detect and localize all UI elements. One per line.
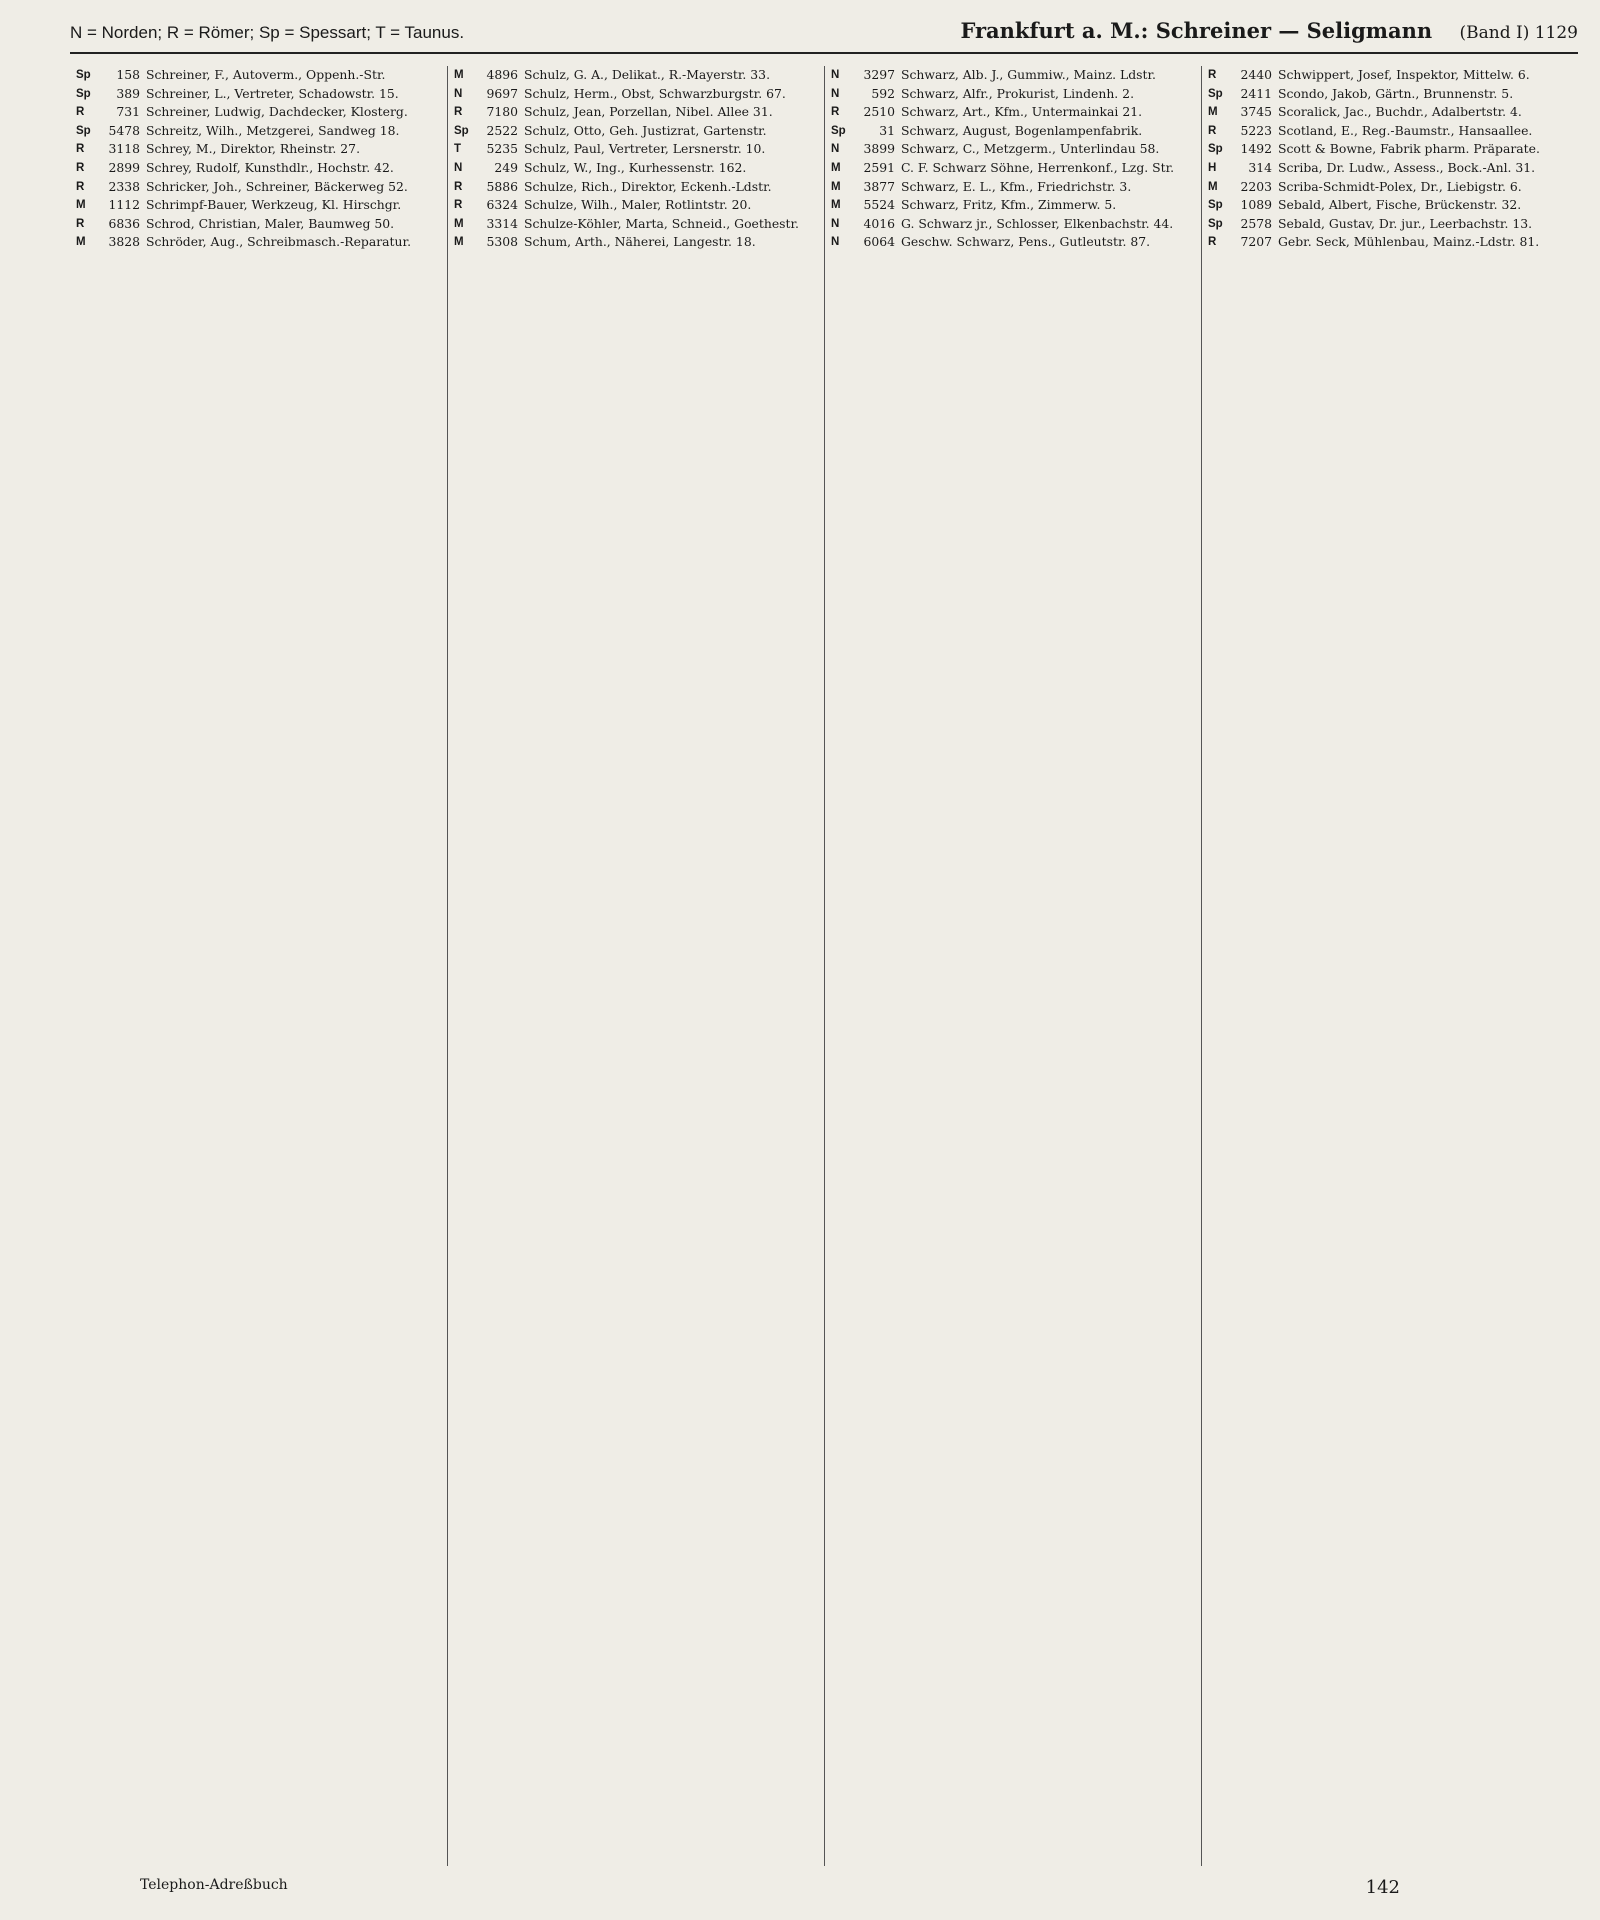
- directory-entry: [831, 85, 1197, 104]
- entry-text: Schulze, Rich., Direktor, Eckenh.-Ldstr.: [524, 178, 772, 194]
- phone-number: 2338: [108, 178, 140, 194]
- column-2: [447, 66, 824, 1866]
- exchange-code: M: [454, 217, 464, 230]
- directory-entry: [454, 178, 820, 197]
- directory-entry: [454, 215, 820, 234]
- entry-text: Schulz, G. A., Delikat., R.-Mayerstr. 33.: [524, 67, 771, 82]
- directory-entry: [1208, 159, 1574, 178]
- directory-entry: [76, 103, 443, 122]
- phone-number: 158: [116, 67, 140, 82]
- phone-number: 2411: [1240, 85, 1272, 101]
- entry-text: Schreiner, Ludwig, Dachdecker, Klosterg.: [146, 104, 408, 120]
- exchange-code: R: [831, 106, 840, 119]
- entry-text: Sebald, Albert, Fische, Brückenstr. 32.: [1278, 197, 1522, 213]
- phone-number: 3118: [108, 141, 140, 157]
- exchange-code: R: [1208, 69, 1217, 81]
- directory-entry: [76, 233, 443, 252]
- directory-entry: [831, 215, 1197, 234]
- exchange-code: M: [1208, 106, 1218, 119]
- phone-number: 5223: [1240, 122, 1272, 138]
- directory-entry: [76, 196, 443, 215]
- directory-entry: [1208, 233, 1574, 252]
- directory-entry: [831, 122, 1197, 141]
- exchange-code: N: [831, 143, 840, 156]
- phone-number: 2578: [1240, 215, 1272, 231]
- entry-text: Schrimpf-Bauer, Werkzeug, Kl. Hirschgr.: [146, 197, 402, 213]
- phone-number: 2899: [108, 159, 140, 175]
- exchange-code: N: [831, 217, 840, 230]
- phone-number: 1089: [1240, 197, 1272, 213]
- exchange-code: H: [1208, 161, 1217, 174]
- exchange-code: N: [454, 161, 463, 174]
- entry-text: Scott & Bowne, Fabrik pharm. Präparate.: [1278, 141, 1540, 157]
- phone-number: 249: [494, 159, 518, 175]
- page-title: [960, 18, 1578, 43]
- exchange-code: M: [1208, 180, 1218, 193]
- phone-number: 9697: [486, 85, 518, 101]
- entry-text: Scriba-Schmidt-Polex, Dr., Liebigstr. 6.: [1278, 178, 1522, 194]
- directory-entry: [1208, 103, 1574, 122]
- exchange-code: M: [76, 236, 86, 249]
- directory-entry: [1208, 66, 1574, 85]
- page-number: 142: [1365, 1877, 1400, 1898]
- entry-text: Schulz, W., Ing., Kurhessenstr. 162.: [524, 159, 747, 175]
- phone-number: 2510: [863, 104, 895, 120]
- entry-text: Schrey, Rudolf, Kunsthdlr., Hochstr. 42.: [146, 159, 394, 175]
- entry-text: Scondo, Jakob, Gärtn., Brunnenstr. 5.: [1278, 85, 1514, 101]
- directory-entry: [76, 122, 443, 141]
- exchange-code: Sp: [1208, 217, 1223, 230]
- phone-number: 1492: [1240, 141, 1272, 157]
- exchange-code: M: [454, 69, 464, 81]
- phone-number: 1112: [108, 197, 140, 213]
- exchange-code: T: [454, 143, 462, 156]
- entry-text: C. F. Schwarz Söhne, Herrenkonf., Lzg. Str.: [901, 159, 1175, 175]
- phone-number: 389: [116, 85, 140, 101]
- phone-number: 5235: [486, 141, 518, 157]
- entry-text: Schricker, Joh., Schreiner, Bäckerweg 52.: [146, 178, 408, 194]
- exchange-code: M: [454, 236, 464, 249]
- column-3: [824, 66, 1201, 1866]
- directory-entry: [454, 140, 820, 159]
- directory-entry: [1208, 140, 1574, 159]
- page-footer: [140, 1877, 1540, 1898]
- entry-text: Geschw. Schwarz, Pens., Gutleutstr. 87.: [901, 234, 1151, 250]
- exchange-code: Sp: [1208, 87, 1223, 100]
- exchange-code: Sp: [831, 124, 846, 137]
- entry-text: Schrod, Christian, Maler, Baumweg 50.: [146, 215, 395, 231]
- directory-entry: [454, 66, 820, 85]
- entry-text: Schreiner, L., Vertreter, Schadowstr. 15.: [146, 85, 399, 101]
- entry-text: Scriba, Dr. Ludw., Assess., Bock.-Anl. 31.: [1278, 159, 1536, 175]
- entry-text: Schum, Arth., Näherei, Langestr. 18.: [524, 234, 756, 250]
- entry-text: Schwippert, Josef, Inspektor, Mittelw. 6.: [1278, 67, 1530, 82]
- phone-number: 7180: [486, 104, 518, 120]
- entry-text: Gebr. Seck, Mühlenbau, Mainz.-Ldstr. 81.: [1278, 234, 1540, 250]
- exchange-code: N: [831, 236, 840, 249]
- phone-number: 2440: [1240, 67, 1272, 82]
- exchange-code: Sp: [76, 87, 91, 100]
- phone-number: 5308: [486, 234, 518, 250]
- directory-entry: [831, 103, 1197, 122]
- phone-number: 2203: [1240, 178, 1272, 194]
- entry-text: Schulz, Herm., Obst, Schwarzburgstr. 67.: [524, 85, 786, 101]
- directory-entry: [76, 85, 443, 104]
- phone-number: 314: [1248, 159, 1272, 175]
- entry-text: Schröder, Aug., Schreibmasch.-Reparatur.: [146, 234, 412, 250]
- exchange-code: R: [76, 161, 85, 174]
- directory-entry: [831, 159, 1197, 178]
- exchange-code: R: [76, 143, 85, 156]
- phone-number: 6324: [486, 197, 518, 213]
- exchange-code: M: [831, 180, 841, 193]
- exchange-code: N: [831, 69, 840, 81]
- phone-number: 5524: [863, 197, 895, 213]
- directory-entry: [831, 178, 1197, 197]
- entry-text: Schreiner, F., Autoverm., Oppenh.-Str.: [146, 67, 386, 82]
- phone-number: 3297: [863, 67, 895, 82]
- directory-entry: [76, 140, 443, 159]
- page-header: [70, 18, 1578, 54]
- title-text: Frankfurt a. M.: Schreiner — Seligmann: [960, 18, 1433, 43]
- exchange-code: Sp: [454, 124, 469, 137]
- volume-label: (Band I) 1129: [1459, 23, 1578, 43]
- directory-entry: [1208, 178, 1574, 197]
- exchange-code: Sp: [76, 124, 91, 137]
- entry-text: Scoralick, Jac., Buchdr., Adalbertstr. 4.: [1278, 104, 1522, 120]
- entry-text: Scotland, E., Reg.-Baumstr., Hansaallee.: [1278, 122, 1533, 138]
- phone-number: 592: [871, 85, 895, 101]
- directory-entry: [76, 66, 443, 85]
- exchange-code: N: [831, 87, 840, 100]
- exchange-code: M: [76, 199, 86, 212]
- column-1: [70, 66, 447, 1866]
- directory-entry: [831, 196, 1197, 215]
- directory-entry: [1208, 85, 1574, 104]
- exchange-legend: N = Norden; R = Römer; Sp = Spessart; T = Taunus.: [70, 23, 465, 42]
- footer-label: Telephon-Adreßbuch: [140, 1877, 288, 1893]
- phone-number: 2591: [863, 159, 895, 175]
- directory-entry: [1208, 215, 1574, 234]
- directory-entry: [831, 233, 1197, 252]
- directory-entry: [454, 85, 820, 104]
- entry-text: Schulze, Wilh., Maler, Rotlintstr. 20.: [524, 197, 752, 213]
- directory-entry: [831, 66, 1197, 85]
- phone-number: 5886: [486, 178, 518, 194]
- exchange-code: R: [76, 180, 85, 193]
- phone-number: 731: [116, 104, 140, 120]
- exchange-code: R: [454, 199, 463, 212]
- exchange-code: R: [454, 180, 463, 193]
- directory-entry: [76, 178, 443, 197]
- entry-text: Schreitz, Wilh., Metzgerei, Sandweg 18.: [146, 122, 400, 138]
- directory-entry: [76, 159, 443, 178]
- phone-number: 3899: [863, 141, 895, 157]
- phone-number: 3314: [486, 215, 518, 231]
- phone-number: 3745: [1240, 104, 1272, 120]
- phone-number: 5478: [108, 122, 140, 138]
- phone-number: 6064: [863, 234, 895, 250]
- exchange-code: R: [1208, 124, 1217, 137]
- phone-number: 31: [879, 122, 895, 138]
- directory-columns: [70, 66, 1578, 1866]
- exchange-code: M: [831, 199, 841, 212]
- exchange-code: R: [1208, 236, 1217, 249]
- column-4: [1201, 66, 1578, 1866]
- entry-text: Schwarz, Alfr., Prokurist, Lindenh. 2.: [901, 85, 1135, 101]
- directory-entry: [454, 103, 820, 122]
- phone-number: 3828: [108, 234, 140, 250]
- entry-text: Schwarz, Fritz, Kfm., Zimmerw. 5.: [901, 197, 1117, 213]
- entry-text: G. Schwarz jr., Schlosser, Elkenbachstr. 44.: [901, 215, 1174, 231]
- directory-entry: [454, 122, 820, 141]
- exchange-code: R: [76, 217, 85, 230]
- phone-number: 4896: [486, 67, 518, 82]
- entry-text: Schwarz, C., Metzgerm., Unterlindau 58.: [901, 141, 1160, 157]
- entry-text: Schulz, Paul, Vertreter, Lersnerstr. 10.: [524, 141, 766, 157]
- entry-text: Schrey, M., Direktor, Rheinstr. 27.: [146, 141, 361, 157]
- directory-entry: [831, 140, 1197, 159]
- phone-number: 4016: [863, 215, 895, 231]
- exchange-code: M: [831, 161, 841, 174]
- directory-entry: [1208, 196, 1574, 215]
- exchange-code: R: [76, 106, 85, 119]
- exchange-code: Sp: [76, 69, 91, 81]
- directory-entry: [76, 215, 443, 234]
- phone-number: 2522: [486, 122, 518, 138]
- exchange-code: Sp: [1208, 199, 1223, 212]
- entry-text: Schwarz, E. L., Kfm., Friedrichstr. 3.: [901, 178, 1132, 194]
- phone-number: 7207: [1240, 234, 1272, 250]
- phone-number: 3877: [863, 178, 895, 194]
- directory-entry: [454, 159, 820, 178]
- entry-text: Schwarz, Art., Kfm., Untermainkai 21.: [901, 104, 1143, 120]
- exchange-code: N: [454, 87, 463, 100]
- entry-text: Schulze-Köhler, Marta, Schneid., Goethestr.: [524, 215, 799, 231]
- entry-text: Schulz, Otto, Geh. Justizrat, Gartenstr.: [524, 122, 767, 138]
- entry-text: Sebald, Gustav, Dr. jur., Leerbachstr. 13.: [1278, 215, 1533, 231]
- directory-entry: [454, 196, 820, 215]
- exchange-code: R: [454, 106, 463, 119]
- entry-text: Schulz, Jean, Porzellan, Nibel. Allee 31.: [524, 104, 773, 120]
- exchange-code: Sp: [1208, 143, 1223, 156]
- directory-entry: [1208, 122, 1574, 141]
- entry-text: Schwarz, Alb. J., Gummiw., Mainz. Ldstr.: [901, 67, 1156, 82]
- entry-text: Schwarz, August, Bogenlampenfabrik.: [901, 122, 1143, 138]
- directory-entry: [454, 233, 820, 252]
- phone-number: 6836: [108, 215, 140, 231]
